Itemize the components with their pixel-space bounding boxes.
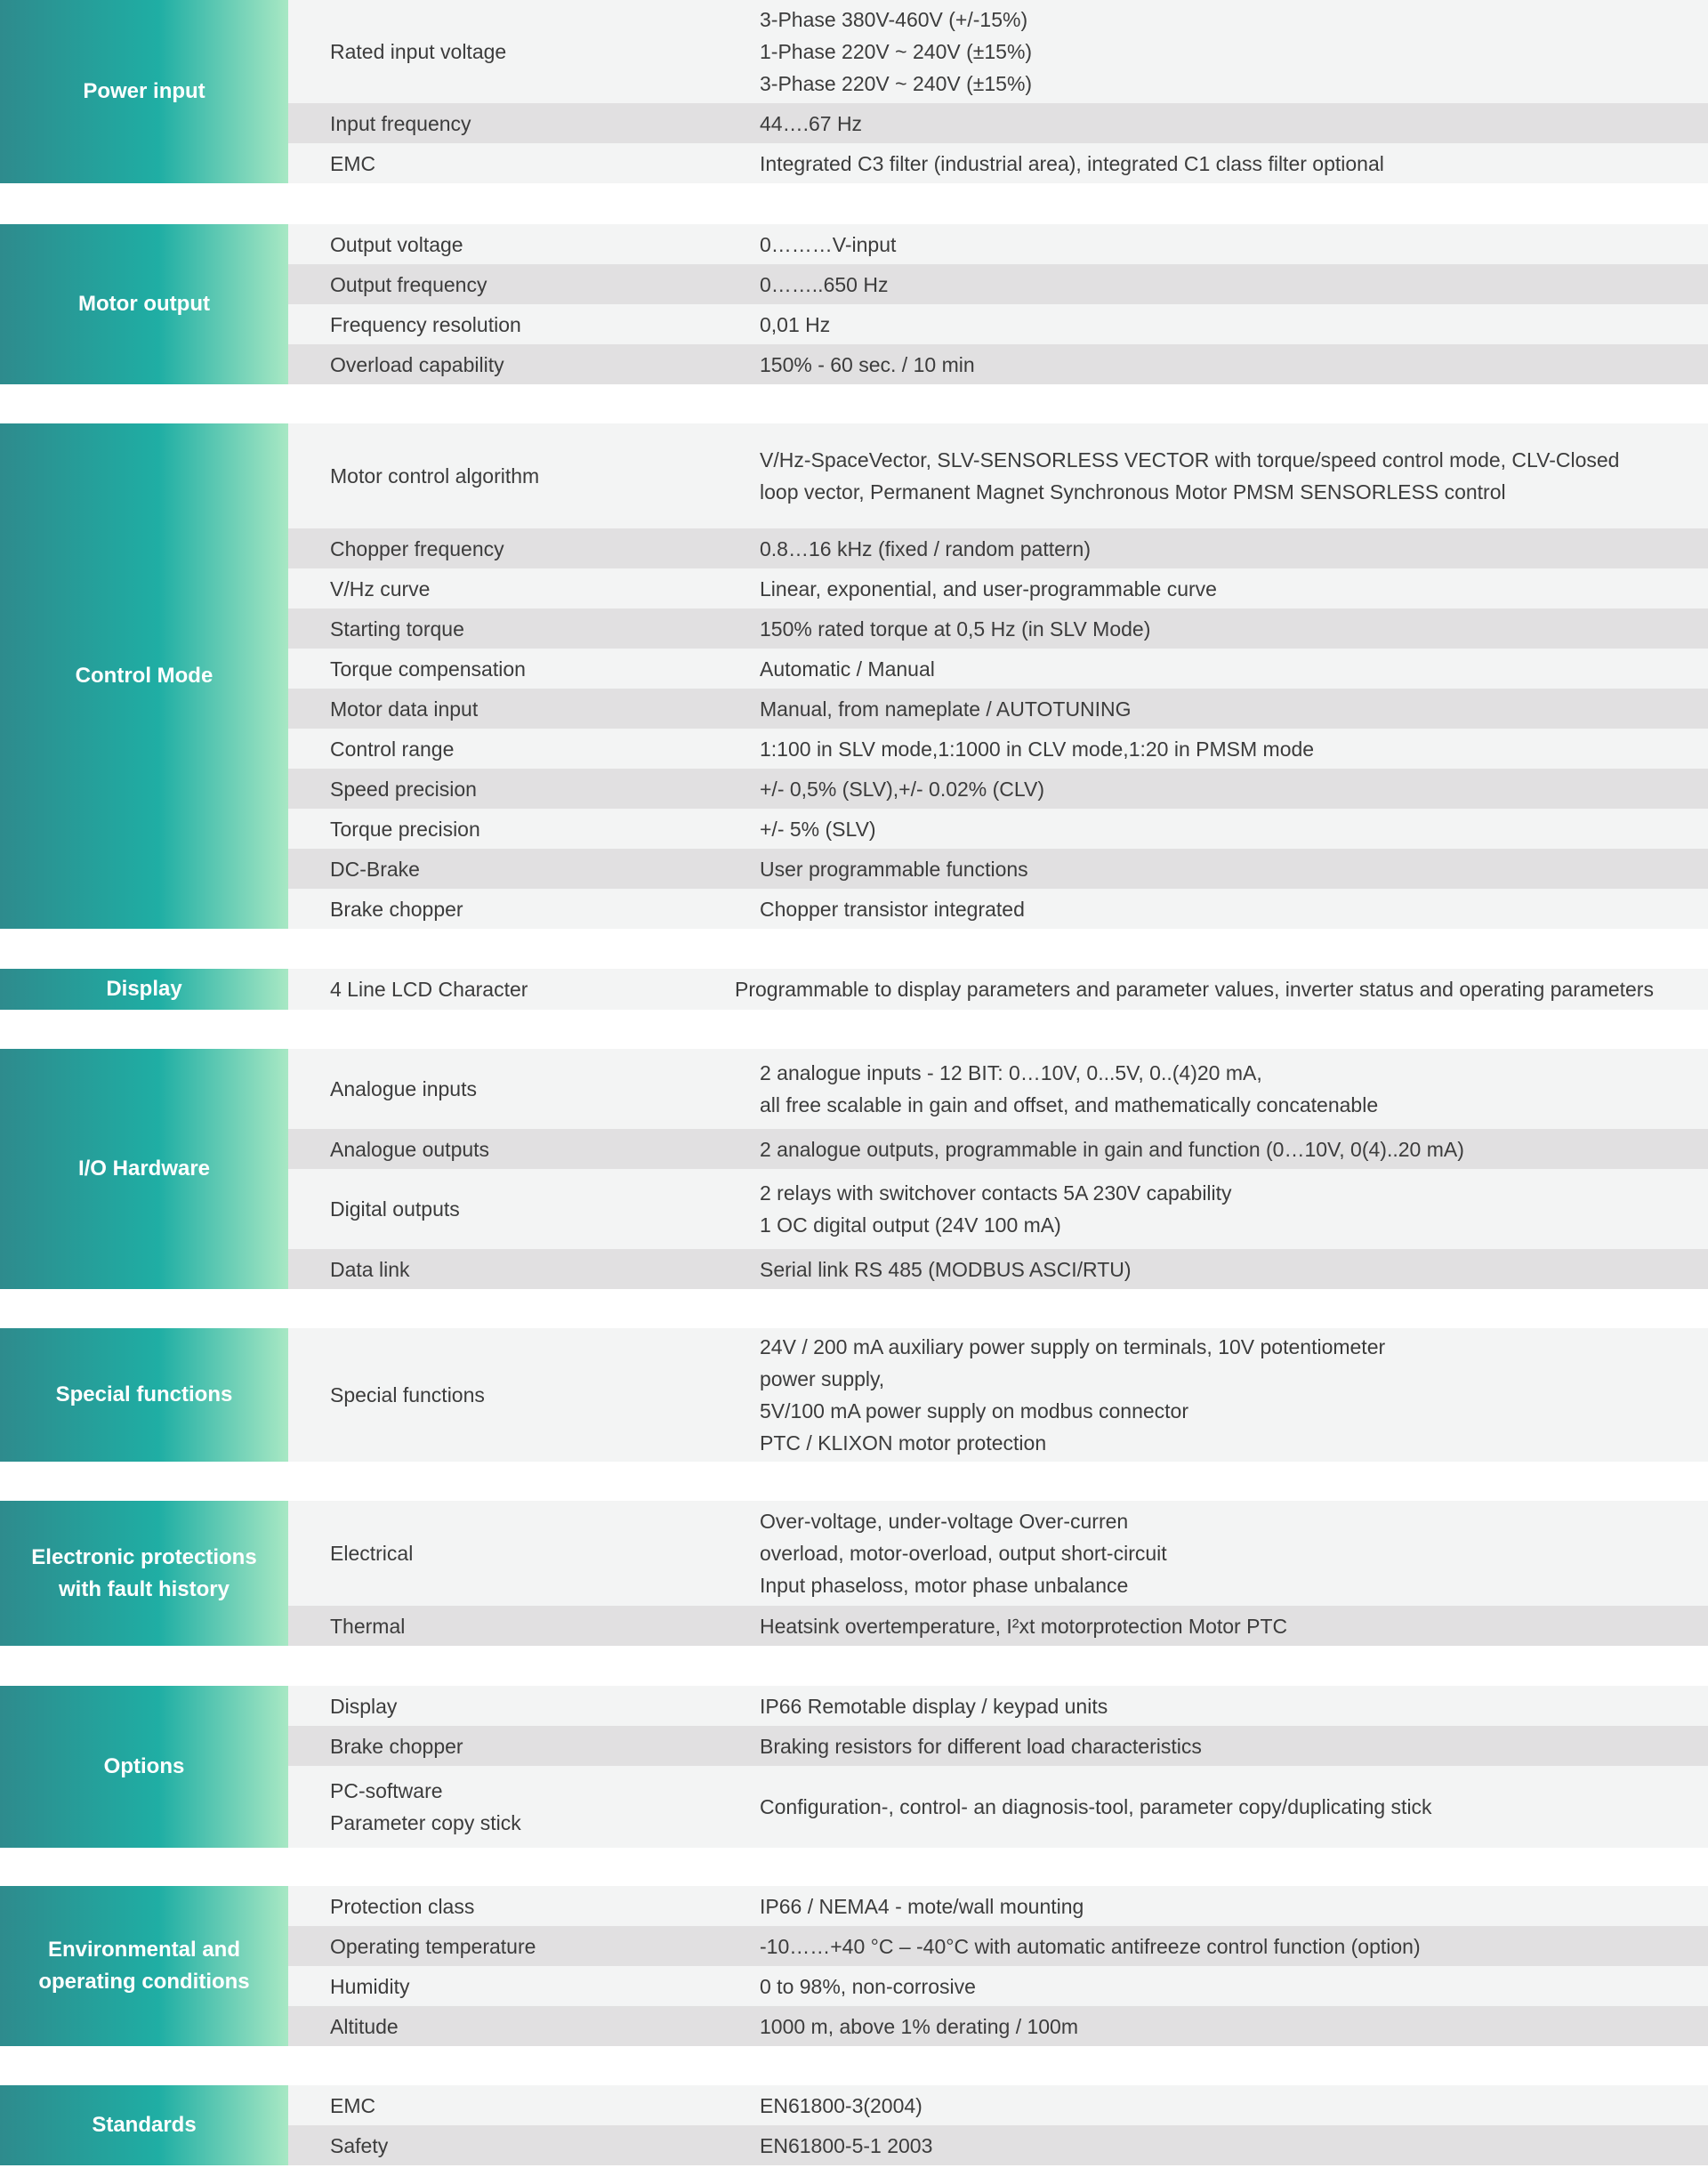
spec-row <box>288 1129 1708 1169</box>
spec-rows <box>288 969 1708 1010</box>
spec-label: Altitude <box>330 2014 399 2038</box>
spec-value: 0……..650 Hz <box>760 272 889 296</box>
spec-section-i-o-hardware <box>0 1049 1708 1289</box>
spec-label: Speed precision <box>330 777 477 801</box>
spec-row <box>288 1606 1708 1646</box>
spec-row <box>288 729 1708 769</box>
spec-label: EMC <box>330 151 376 175</box>
spec-value: Serial link RS 485 (MODBUS ASCI/RTU) <box>760 1257 1132 1281</box>
spec-label: Output frequency <box>330 272 487 296</box>
spec-section-electronic-protections-with-fault-history <box>0 1501 1708 1646</box>
spec-rows <box>288 1501 1708 1646</box>
spec-row <box>288 809 1708 849</box>
spec-label: Torque compensation <box>330 657 526 681</box>
spec-label: Motor control algorithm <box>330 464 540 488</box>
spec-section-control-mode <box>0 423 1708 929</box>
spec-label: Display <box>330 1694 398 1718</box>
spec-label: EMC <box>330 2093 376 2117</box>
spec-value: 2 analogue outputs, programmable in gain and function (0…10V, 0(4)..20 mA) <box>760 1137 1464 1161</box>
spec-value: 150% - 60 sec. / 10 min <box>760 352 975 376</box>
spec-label: Starting torque <box>330 617 464 641</box>
spec-row <box>288 1249 1708 1289</box>
spec-row <box>288 769 1708 809</box>
spec-rows <box>288 0 1708 183</box>
category-label: Motor output <box>0 224 288 384</box>
spec-value: Linear, exponential, and user-programmable curve <box>760 576 1217 600</box>
spec-row <box>288 224 1708 264</box>
spec-row <box>288 264 1708 304</box>
spec-row <box>288 1886 1708 1926</box>
spec-label: Special functions <box>330 1383 485 1406</box>
spec-row <box>288 1328 1708 1462</box>
spec-rows <box>288 2085 1708 2165</box>
category-label: Electronic protections with fault history <box>0 1501 288 1646</box>
spec-value: Heatsink overtemperature, I²xt motorprotection Motor PTC <box>760 1614 1288 1638</box>
spec-row <box>288 969 1708 1010</box>
spec-label: Output voltage <box>330 232 463 256</box>
spec-row <box>288 103 1708 143</box>
spec-value: Manual, from nameplate / AUTOTUNING <box>760 697 1132 721</box>
spec-label: Input frequency <box>330 111 471 135</box>
spec-label: Analogue outputs <box>330 1137 490 1161</box>
spec-label: PC-software Parameter copy stick <box>330 1779 521 1834</box>
spec-value: Over-voltage, under-voltage Over-curren overload, motor-overload, output short-circuit Input phaseloss, motor phase unbalance <box>760 1510 1167 1597</box>
spec-label: 4 Line LCD Character <box>330 978 528 1001</box>
category-label: Control Mode <box>0 423 288 929</box>
spec-section-motor-output <box>0 224 1708 384</box>
spec-section-options <box>0 1686 1708 1848</box>
spec-section-power-input <box>0 0 1708 183</box>
category-label: I/O Hardware <box>0 1049 288 1289</box>
spec-value: Configuration-, control- an diagnosis-tool, parameter copy/duplicating stick <box>760 1795 1432 1818</box>
spec-value: Automatic / Manual <box>760 657 935 681</box>
spec-value: EN61800-3(2004) <box>760 2093 922 2117</box>
spec-label: Data link <box>330 1257 410 1281</box>
spec-row <box>288 649 1708 689</box>
spec-value: 0………V-input <box>760 232 897 256</box>
spec-label: Digital outputs <box>330 1197 460 1221</box>
spec-rows <box>288 224 1708 384</box>
spec-section-display <box>0 969 1708 1010</box>
spec-label: Overload capability <box>330 352 504 376</box>
spec-label: Safety <box>330 2133 389 2157</box>
spec-label: Electrical <box>330 1542 414 1565</box>
spec-label: Torque precision <box>330 817 480 841</box>
spec-label: DC-Brake <box>330 857 420 881</box>
spec-label: Protection class <box>330 1894 475 1918</box>
spec-value: 0,01 Hz <box>760 312 831 336</box>
spec-row <box>288 0 1708 103</box>
spec-value: 2 analogue inputs - 12 BIT: 0…10V, 0...5V, 0..(4)20 mA, all free scalable in gain and offset, and mathematically concatenable <box>760 1061 1379 1116</box>
spec-row <box>288 608 1708 649</box>
spec-label: Chopper frequency <box>330 536 504 560</box>
spec-value: Integrated C3 filter (industrial area), integrated C1 class filter optional <box>760 151 1384 175</box>
spec-label: Motor data input <box>330 697 479 721</box>
spec-value: 44….67 Hz <box>760 111 863 135</box>
category-label: Options <box>0 1686 288 1848</box>
spec-section-standards <box>0 2085 1708 2165</box>
spec-row <box>288 1686 1708 1726</box>
spec-value: 1:100 in SLV mode,1:1000 in CLV mode,1:20 in PMSM mode <box>760 737 1315 761</box>
spec-row <box>288 1766 1708 1848</box>
spec-row <box>288 1966 1708 2006</box>
spec-value: 3-Phase 380V-460V (+/-15%) 1-Phase 220V ~ 240V (±15%) 3-Phase 220V ~ 240V (±15%) <box>760 8 1033 95</box>
spec-label: Rated input voltage <box>330 40 507 63</box>
spec-row <box>288 1501 1708 1606</box>
spec-label: Frequency resolution <box>330 312 521 336</box>
spec-value: Braking resistors for different load characteristics <box>760 1734 1202 1758</box>
spec-label: Operating temperature <box>330 1934 536 1958</box>
category-label: Environmental and operating conditions <box>0 1886 288 2046</box>
spec-row <box>288 528 1708 568</box>
category-label: Standards <box>0 2085 288 2165</box>
spec-label: Control range <box>330 737 455 761</box>
spec-rows <box>288 1686 1708 1848</box>
category-label: Display <box>0 969 288 1010</box>
spec-row <box>288 568 1708 608</box>
spec-row <box>288 2125 1708 2165</box>
spec-row <box>288 1926 1708 1966</box>
spec-value: IP66 / NEMA4 - mote/wall mounting <box>760 1894 1084 1918</box>
spec-value: IP66 Remotable display / keypad units <box>760 1694 1108 1718</box>
spec-value: V/Hz-SpaceVector, SLV-SENSORLESS VECTOR with torque/speed control mode, CLV-Closed loop vector, Permanent Magnet Synchronous Motor PMSM SENSORLESS control <box>760 448 1620 504</box>
spec-label: Brake chopper <box>330 1734 463 1758</box>
spec-row <box>288 304 1708 344</box>
category-label: Special functions <box>0 1328 288 1462</box>
spec-value: Programmable to display parameters and parameter values, inverter status and operating parameters <box>735 978 1654 1001</box>
spec-row <box>288 1726 1708 1766</box>
spec-section-special-functions <box>0 1328 1708 1462</box>
spec-value: 0 to 98%, non-corrosive <box>760 1974 976 1998</box>
spec-row <box>288 889 1708 929</box>
spec-row <box>288 143 1708 183</box>
spec-value: EN61800-5-1 2003 <box>760 2133 933 2157</box>
spec-value: +/- 0,5% (SLV),+/- 0.02% (CLV) <box>760 777 1044 801</box>
spec-label: Humidity <box>330 1974 410 1998</box>
spec-value: +/- 5% (SLV) <box>760 817 876 841</box>
spec-row <box>288 423 1708 528</box>
spec-label: V/Hz curve <box>330 576 431 600</box>
spec-row <box>288 2006 1708 2046</box>
spec-value: 2 relays with switchover contacts 5A 230V capability 1 OC digital output (24V 100 mA) <box>760 1181 1232 1237</box>
spec-label: Analogue inputs <box>330 1077 477 1100</box>
spec-value: 1000 m, above 1% derating / 100m <box>760 2014 1079 2038</box>
spec-value: 0.8…16 kHz (fixed / random pattern) <box>760 536 1091 560</box>
spec-value: 24V / 200 mA auxiliary power supply on terminals, 10V potentiometer power supply, 5V/100 mA power supply on modbus connector PTC / KLIXON motor protection <box>760 1335 1386 1455</box>
spec-rows <box>288 423 1708 929</box>
spec-row <box>288 1169 1708 1249</box>
spec-row <box>288 1049 1708 1129</box>
spec-rows <box>288 1886 1708 2046</box>
spec-row <box>288 689 1708 729</box>
category-label: Power input <box>0 0 288 183</box>
spec-value: 150% rated torque at 0,5 Hz (in SLV Mode) <box>760 617 1151 641</box>
spec-value: User programmable functions <box>760 857 1028 881</box>
spec-value: -10……+40 °C – -40°C with automatic antifreeze control function (option) <box>760 1934 1421 1958</box>
spec-value: Chopper transistor integrated <box>760 897 1025 921</box>
spec-rows <box>288 1049 1708 1289</box>
spec-rows <box>288 1328 1708 1462</box>
spec-section-environmental-and-operating-conditions <box>0 1886 1708 2046</box>
spec-row <box>288 2085 1708 2125</box>
spec-row <box>288 849 1708 889</box>
spec-row <box>288 344 1708 384</box>
spec-label: Thermal <box>330 1614 406 1638</box>
spec-label: Brake chopper <box>330 897 463 921</box>
